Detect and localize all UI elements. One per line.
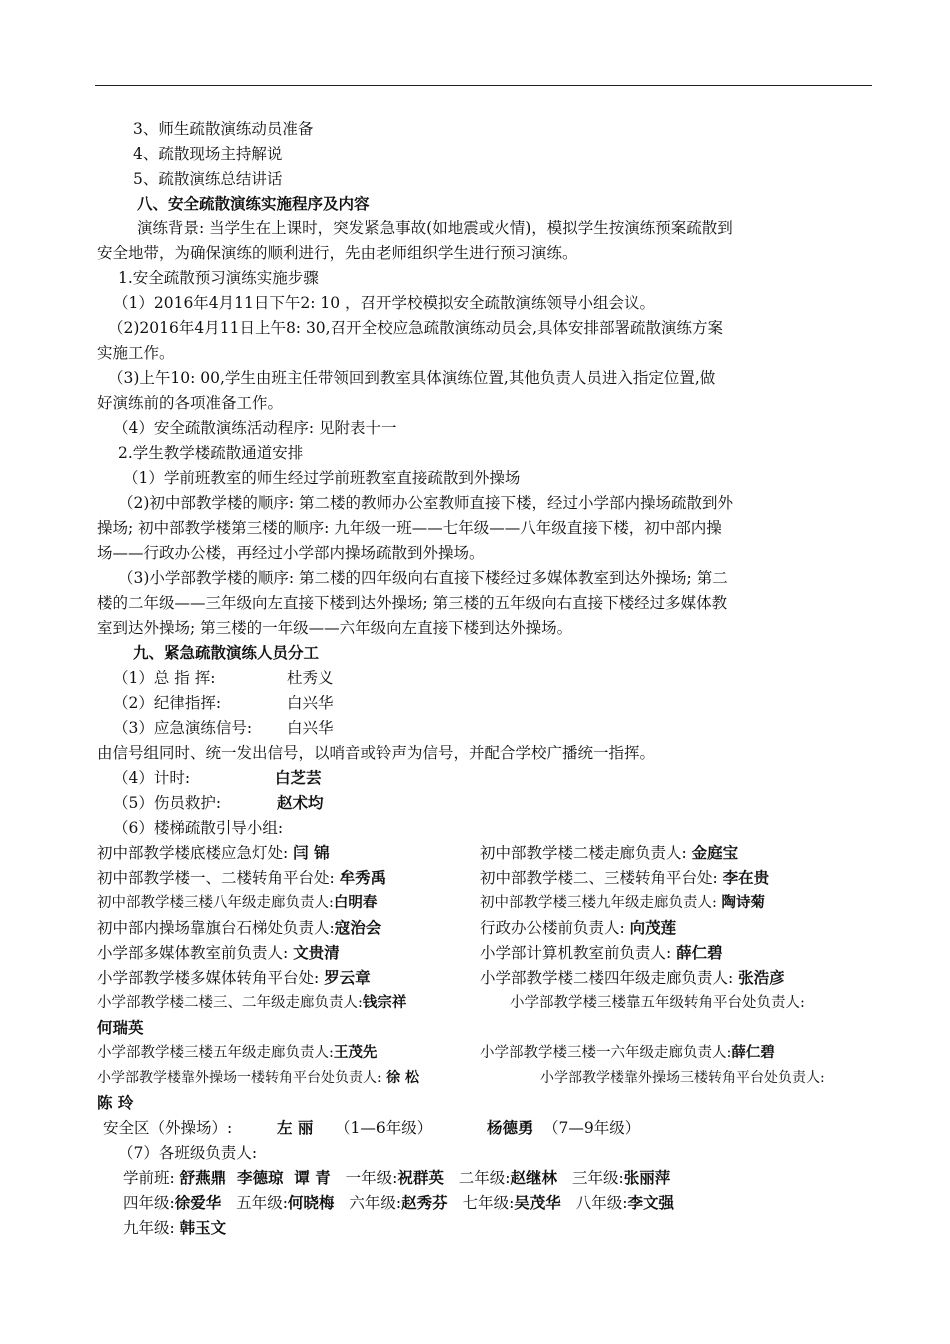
paragraph-line: （2)初中部教学楼的顺序: 第二楼的教师办公室教师直接下楼，经过小学部内操场疏散到外 [118,494,734,512]
guide-item: 初中部教学楼三楼八年级走廊负责人:白明春 [97,894,378,911]
paragraph-line: （3)小学部教学楼的顺序: 第二楼的四年级向右直接下楼经过多媒体教室到达外操场; 第二 [118,569,728,587]
guide-item: 小学部多媒体教室前负责人: 文贵清 [97,943,340,962]
role-name: 赵术均 [277,793,324,812]
guide-item: 小学部计算机教室前负责人: 薛仁碧 [480,943,723,962]
subsection-title: 1.安全疏散预习演练实施步骤 [118,269,319,287]
paragraph-line: 安全地带，为确保演练的顺利进行，先由老师组织学生进行预习演练。 [97,244,578,262]
safe-zone-range: （7—9年级） [543,1119,641,1137]
header-rule [95,85,872,86]
role-label: （5）伤员救护: [113,794,222,812]
role-name: 白芝芸 [275,768,322,787]
guide-item: 行政办公楼前负责人: 向茂莲 [480,918,677,937]
role-label: （1）总 指 挥: [113,669,216,687]
safe-zone-range: （1—6年级） [335,1119,433,1137]
role-label: （6）楼梯疏散引导小组: [113,819,284,837]
role-label: （4）计时: [113,769,191,787]
guide-item: 初中部教学楼一、二楼转角平台处: 牟秀禹 [97,868,387,887]
paragraph-line: （1）2016年4月11日下午2: 10 ，召开学校模拟安全疏散演练领导小组会议。 [113,294,656,312]
paragraph-line: 由信号组同时、统一发出信号，以哨音或铃声为信号，并配合学校广播统一指挥。 [97,744,656,762]
guide-item: 小学部教学楼三楼一六年级走廊负责人:薛仁碧 [480,1044,775,1061]
paragraph-line: 实施工作。 [97,344,175,362]
safe-zone-name: 左 丽 [277,1118,314,1137]
role-label: （3）应急演练信号: [113,719,253,737]
paragraph-line: 演练背景: 当学生在上课时，突发紧急事故(如地震或火情)，模拟学生按演练预案疏散到 [137,219,733,237]
guide-item: 初中部内操场靠旗台石梯处负责人:寇治会 [97,918,382,937]
section-heading: 八、安全疏散演练实施程序及内容 [137,194,370,213]
guide-item: 小学部教学楼多媒体转角平台处: 罗云章 [97,968,371,987]
guide-item: 小学部教学楼二楼四年级走廊负责人: 张浩彦 [480,968,785,987]
list-item: 3、师生疏散演练动员准备 [133,120,314,138]
guide-item-name: 陈 玲 [97,1093,134,1112]
role-label: （7）各班级负责人: [118,1144,258,1162]
role-name: 白兴华 [287,694,334,712]
class-leads-row: 九年级: 韩玉文 [123,1218,227,1237]
guide-item: 小学部教学楼三楼五年级走廊负责人:王茂先 [97,1044,378,1061]
section-heading: 九、紧急疏散演练人员分工 [133,643,320,662]
safe-zone-name: 杨德勇 [487,1118,534,1137]
class-leads-row: 学前班: 舒燕鼎 李德琼 谭 青 一年级:祝群英 二年级:赵继林 三年级:张丽萍 [123,1168,671,1187]
role-label: （2）纪律指挥: [113,694,222,712]
role-name: 杜秀义 [287,669,334,687]
paragraph-line: （3)上午10: 00,学生由班主任带领回到教室具体演练位置,其他负责人员进入指定位置,做 [108,369,716,387]
list-item: 5、疏散演练总结讲话 [133,170,283,188]
paragraph-line: 操场; 初中部教学楼第三楼的顺序: 九年级一班——七年级——八年级直接下楼，初中部内操 [97,519,722,537]
paragraph-line: （2)2016年4月11日上午8: 30,召开全校应急疏散演练动员会,具体安排部署疏散演练方案 [108,319,724,337]
guide-item: 小学部教学楼二楼三、二年级走廊负责人:钱宗祥 [97,994,407,1011]
guide-item: 初中部教学楼底楼应急灯处: 闫 锦 [97,843,330,862]
paragraph-line: （4）安全疏散演练活动程序: 见附表十一 [113,419,397,437]
guide-item-label: 小学部教学楼靠外操场三楼转角平台处负责人: [540,1070,825,1086]
list-item: 4、疏散现场主持解说 [133,145,283,163]
guide-item: 初中部教学楼二楼走廊负责人: 金庭宝 [480,843,739,862]
role-name: 白兴华 [287,719,334,737]
paragraph-line: 室到达外操场; 第三楼的一年级——六年级向左直接下楼到达外操场。 [97,619,573,637]
guide-item-name: 何瑞英 [97,1018,144,1037]
safe-zone-label: 安全区（外操场）: [103,1119,233,1137]
guide-item: 小学部教学楼靠外操场一楼转角平台处负责人: 徐 松 [97,1070,420,1086]
paragraph-line: 楼的二年级——三年级向左直接下楼到达外操场; 第三楼的五年级向右直接下楼经过多媒体教 [97,594,728,612]
paragraph-line: 场——行政办公楼，再经过小学部内操场疏散到外操场。 [97,544,485,562]
class-leads-row: 四年级:徐爱华 五年级:何晓梅 六年级:赵秀芬 七年级:吴茂华 八年级:李文强 [123,1193,674,1212]
guide-item-label: 小学部教学楼三楼靠五年级转角平台处负责人: [510,995,805,1011]
guide-item: 初中部教学楼二、三楼转角平台处: 李在贵 [480,868,770,887]
guide-item: 初中部教学楼三楼九年级走廊负责人: 陶诗菊 [480,894,765,911]
subsection-title: 2.学生教学楼疏散通道安排 [118,444,304,462]
paragraph-line: 好演练前的各项准备工作。 [97,394,284,412]
paragraph-line: （1）学前班教室的师生经过学前班教室直接疏散到外操场 [123,469,521,487]
